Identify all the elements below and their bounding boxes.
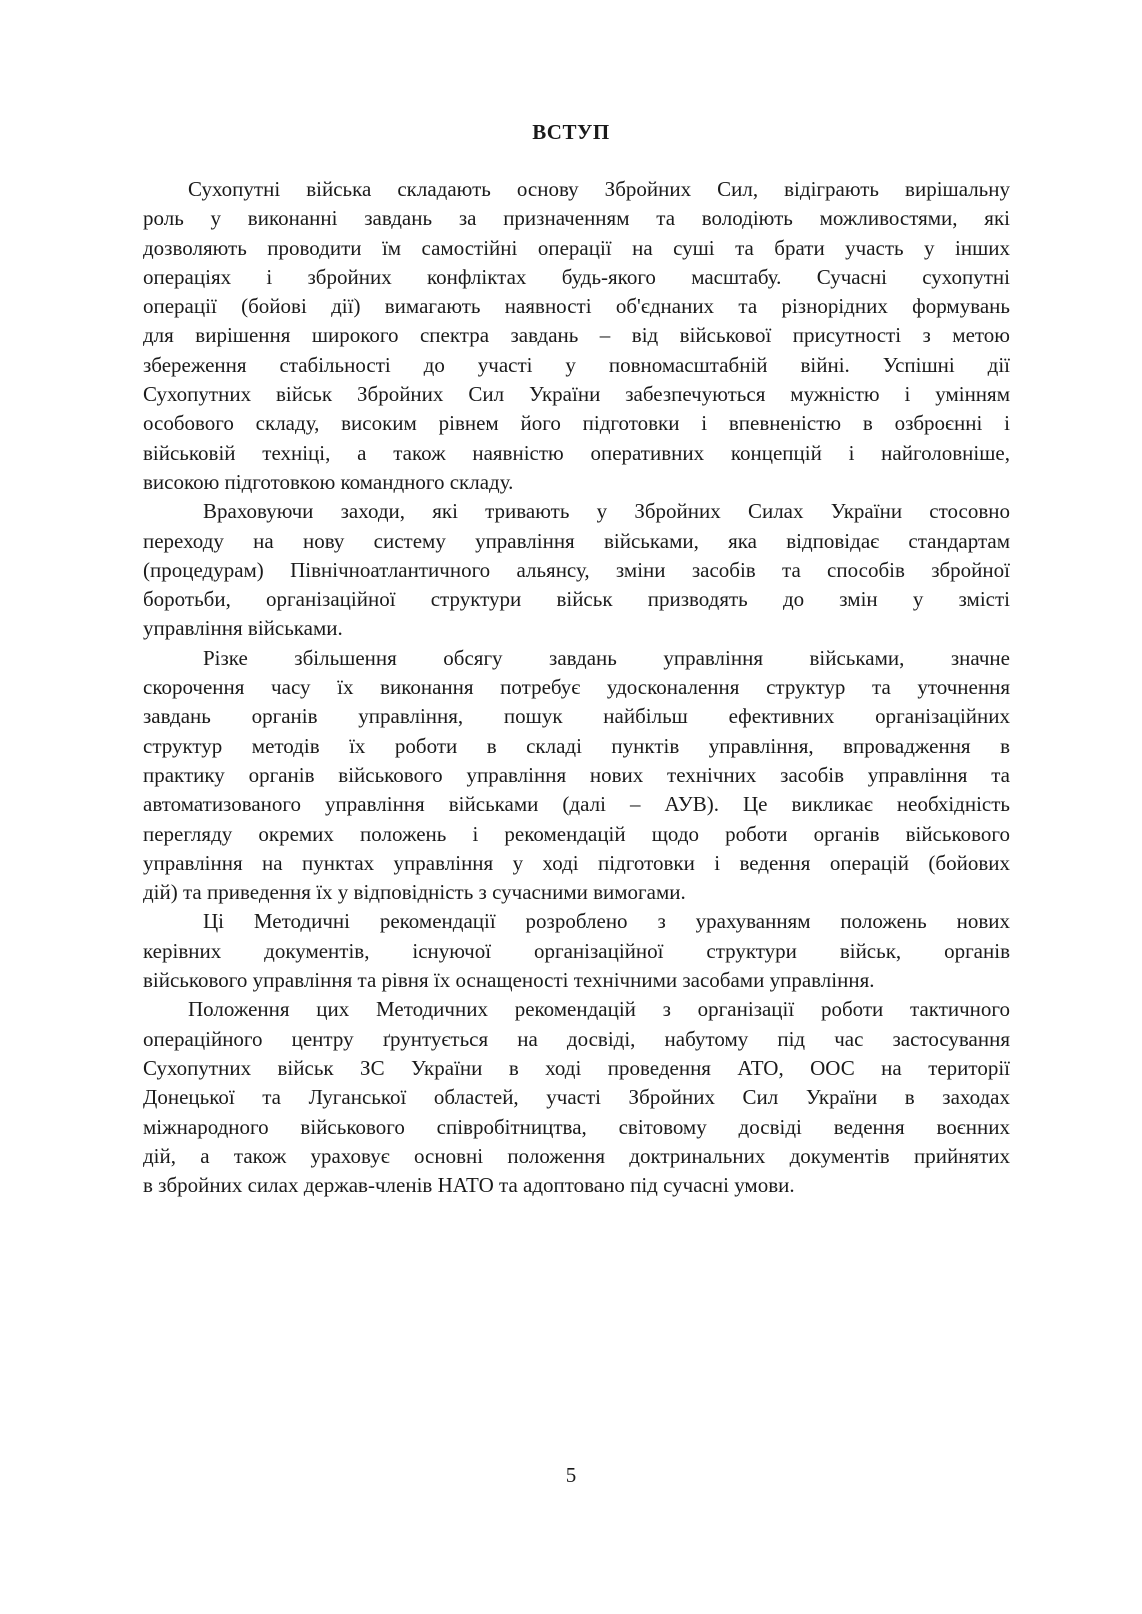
text-line: для вирішення широкого спектра завдань – від військової присутності з метою [143,323,1010,348]
text-line: Донецької та Луганської областей, участі Збройних Сил України в заходах [143,1085,1010,1110]
text-line: Враховуючи заходи, які тривають у Збройних Силах України стосовно [203,499,1010,524]
text-line: в збройних силах держав-членів НАТО та адоптовано під сучасні умови. [143,1173,795,1198]
section-title: ВСТУП [532,120,610,144]
text-line: перегляду окремих положень і рекомендацій щодо роботи органів військового [143,821,1010,846]
text-line: дій) та приведення їх у відповідність з сучасними вимогами. [143,880,686,905]
text-line: міжнародного військового співробітництва, світовому досвіді ведення воєнних [143,1114,1010,1139]
paragraph-2 [143,497,1010,643]
paragraph-4 [143,907,1010,995]
text-line: дозволяють проводити їм самостійні операції на суші та брати участь у інших [143,235,1010,260]
text-line: управління на пунктах управління у ході підготовки і ведення операцій (бойових [143,850,1010,875]
text-line: практику органів військового управління нових технічних засобів управління та [143,762,1010,787]
text-line: роль у виконанні завдань за призначенням та володіють можливостями, які [143,206,1010,231]
paragraph-1 [143,175,1010,497]
text-line: (процедурам) Північноатлантичного альянсу, зміни засобів та способів збройної [143,557,1010,582]
text-line: переходу на нову систему управління військами, яка відповідає стандартам [143,528,1010,553]
paragraph-3 [143,644,1010,908]
text-line: дій, а також ураховує основні положення доктринальних документів прийнятих [143,1143,1010,1168]
text-line: високою підготовкою командного складу. [143,469,514,494]
text-line: операційного центру ґрунтується на досвіді, набутому під час застосування [143,1026,1010,1051]
text-line: операції (бойові дії) вимагають наявності об'єднаних та різнорідних формувань [143,294,1010,319]
text-line: Сухопутних військ ЗС України в ході проведення АТО, ООС на території [143,1055,1010,1080]
page-number: 5 [565,1463,577,1487]
text-line: завдань органів управління, пошук найбільш ефективних організаційних [143,704,1010,729]
text-line: особового складу, високим рівнем його підготовки і впевненістю в озброєнні і [143,411,1010,436]
text-line: боротьби, організаційної структури військ призводять до змін у змісті [143,587,1010,612]
paragraph-5 [143,995,1010,1200]
text-line: військовій техніці, а також наявністю оперативних концепцій і найголовніше, [143,440,1010,465]
text-line: Положення цих Методичних рекомендацій з організації роботи тактичного [188,997,1010,1022]
text-line: військового управління та рівня їх оснащеності технічними засобами управління. [143,968,875,993]
text-line: автоматизованого управління військами (далі – АУВ). Це викликає необхідність [143,792,1010,817]
text-line: Ці Методичні рекомендації розроблено з урахуванням положень нових [203,909,1010,934]
text-line: Сухопутних військ Збройних Сил України забезпечуються мужністю і умінням [143,382,1010,407]
text-line: управління військами. [143,616,343,641]
body-text [143,175,1010,1200]
text-line: збереження стабільності до участі у повномасштабній війні. Успішні дії [143,352,1010,377]
text-line: структур методів їх роботи в складі пунктів управління, впровадження в [143,733,1010,758]
text-line: Різке збільшення обсягу завдань управління військами, значне [203,645,1010,670]
text-line: операціях і збройних конфліктах будь-якого масштабу. Сучасні сухопутні [143,264,1010,289]
text-line: скорочення часу їх виконання потребує удосконалення структур та уточнення [143,675,1010,700]
text-line: Сухопутні війська складають основу Збройних Сил, відіграють вирішальну [188,177,1010,201]
text-line: керівних документів, існуючої організаційної структури військ, органів [143,938,1010,963]
